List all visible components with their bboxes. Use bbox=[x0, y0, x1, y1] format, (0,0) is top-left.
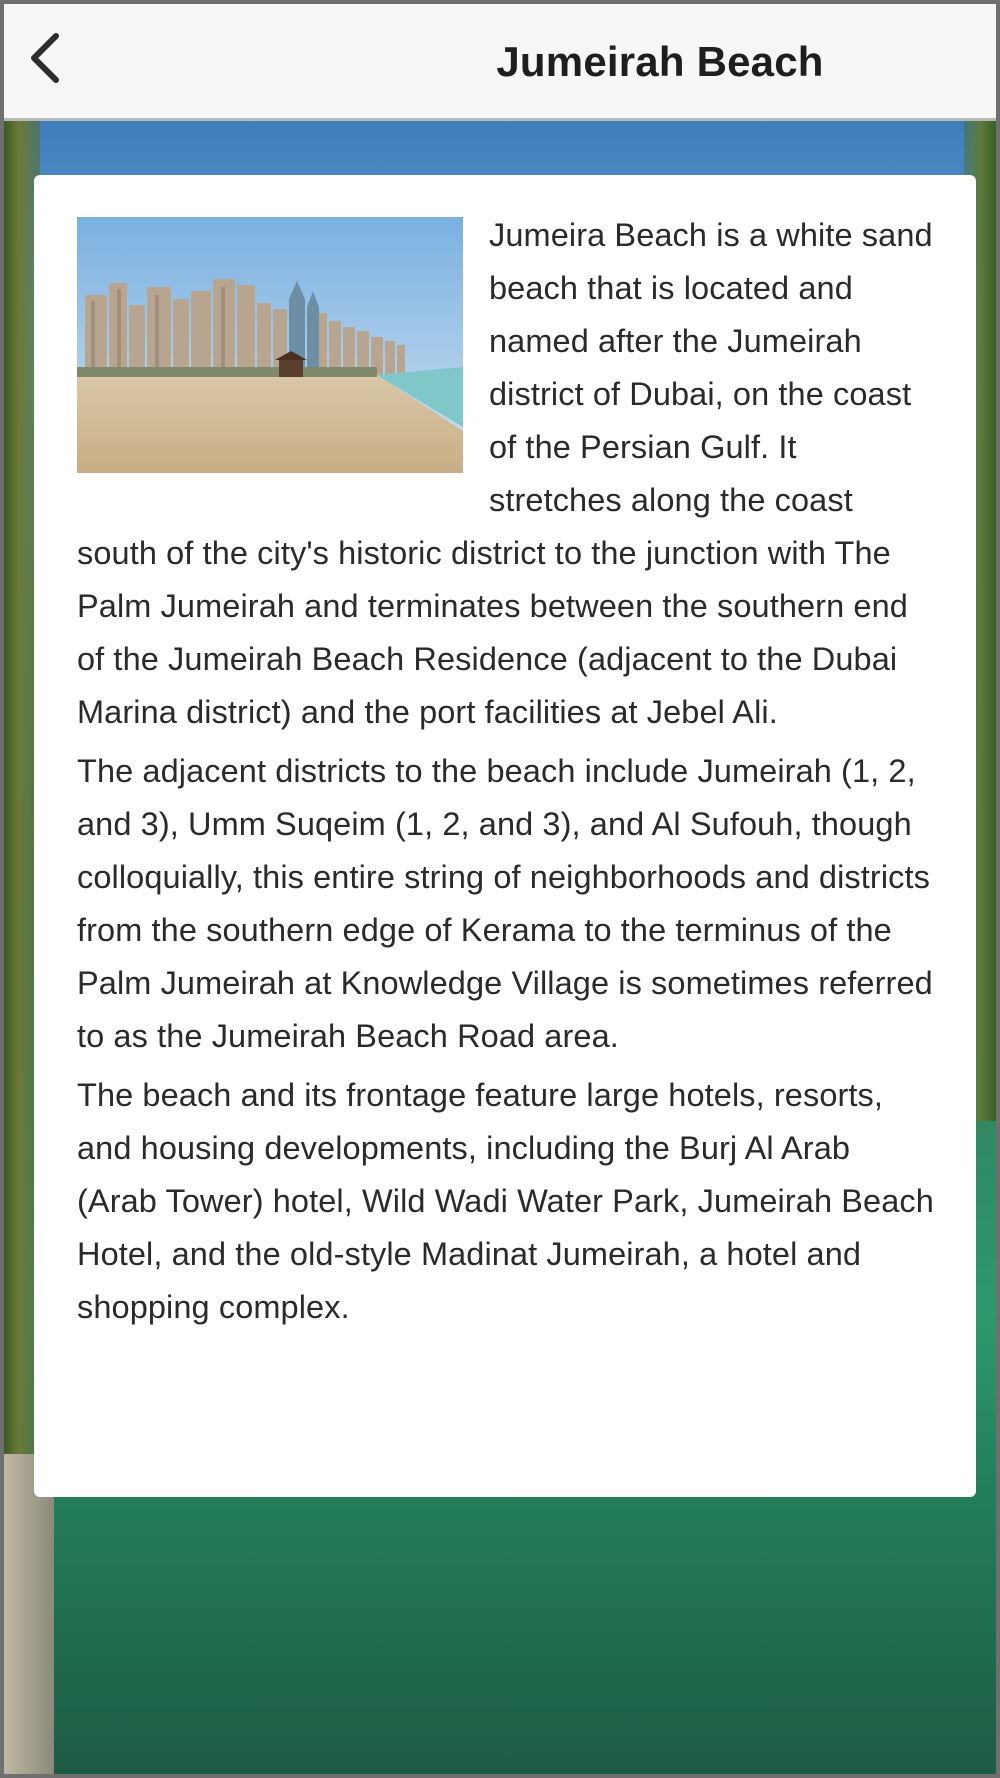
article-paragraph-1: Jumeira Beach is a white sand beach that is located and named after the Jumeirah district of Dubai, on the coast of the Persian Gulf. It stretches along the coast south of the city's historic district to the junction with The Palm Jumeirah and terminates between the southern end of the Jumeirah Beach Residence (adjacent to the Dubai Marina district) and the port facilities at Jebel Ali. bbox=[77, 217, 933, 730]
article-card bbox=[34, 175, 976, 1497]
page-title: Jumeirah Beach bbox=[496, 38, 824, 85]
article-paragraph-2: The adjacent districts to the beach include Jumeirah (1, 2, and 3), Umm Suqeim (1, 2, and 3), and Al Sufouh, though colloquially, this entire string of neighborhoods and districts from the southern edge of Kerama to the terminus of the Palm Jumeirah at Knowledge Village is sometimes referred to as the Jumeirah Beach Road area. bbox=[77, 753, 933, 1054]
article-paragraph-3: The beach and its frontage feature large hotels, resorts, and housing developments, including the Burj Al Arab (Arab Tower) hotel, Wild Wadi Water Park, Jumeirah Beach Hotel, and the old-style Madinat Jumeirah, a hotel and shopping complex. bbox=[77, 1077, 934, 1325]
background-wall bbox=[4, 1454, 54, 1778]
beach-photo bbox=[77, 217, 463, 473]
nav-header bbox=[4, 4, 996, 121]
